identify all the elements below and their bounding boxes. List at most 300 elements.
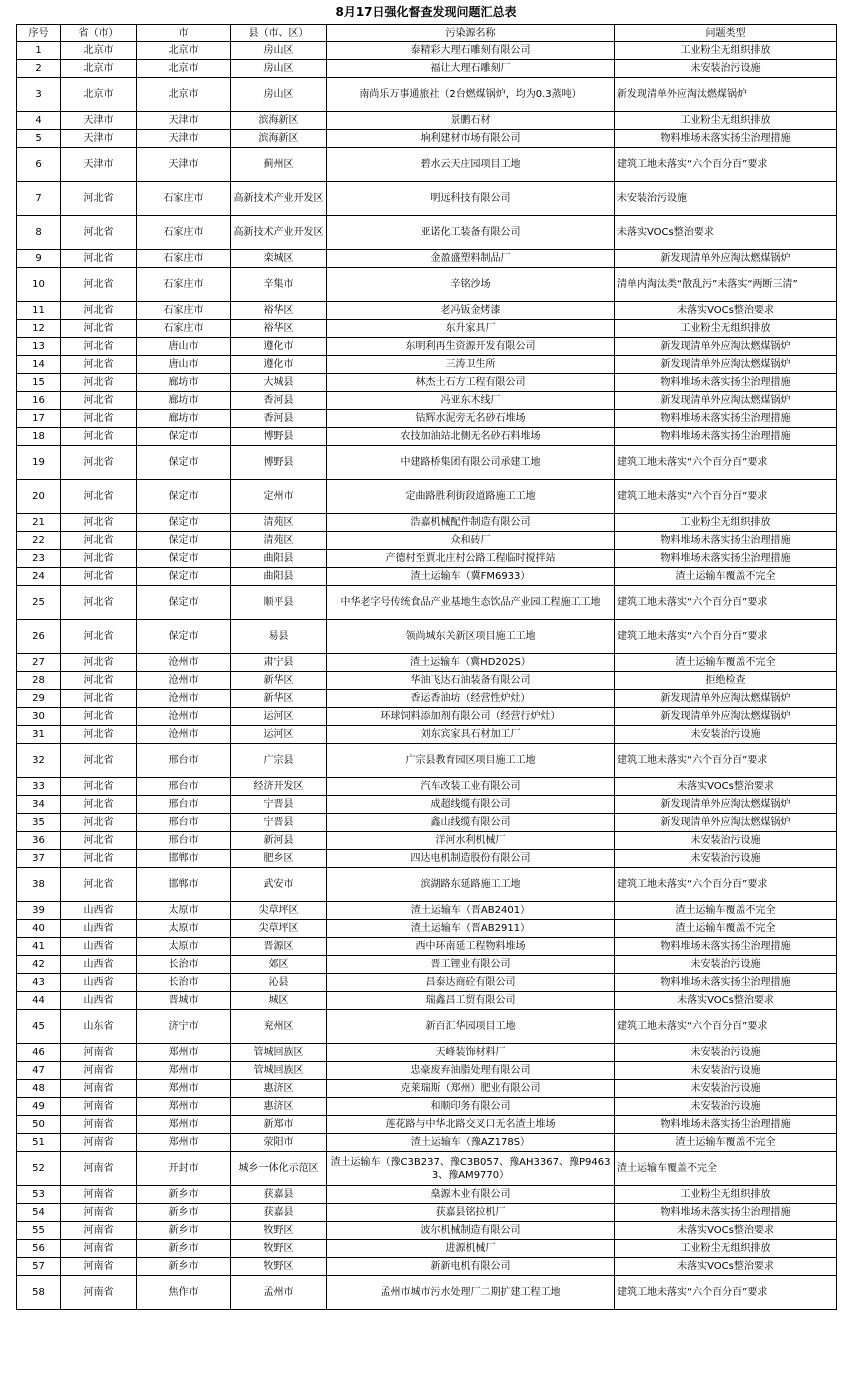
row-province: 天津市: [61, 148, 137, 182]
row-problem: 建筑工地未落实“六个百分百”要求: [615, 868, 837, 902]
header-city: 市: [137, 25, 231, 42]
row-source: 东明利再生资源开发有限公司: [327, 338, 615, 356]
row-problem: 物料堆场未落实扬尘治理措施: [615, 410, 837, 428]
row-source: 福让大理石雕刻厂: [327, 60, 615, 78]
row-source: 产德村至賈北庄村公路工程临时搅拌站: [327, 550, 615, 568]
row-county: 宁晋县: [231, 796, 327, 814]
row-problem: 建筑工地未落实“六个百分百”要求: [615, 480, 837, 514]
row-source: 泰精彩大理石雕刻有限公司: [327, 42, 615, 60]
row-source: 汽车改装工业有限公司: [327, 778, 615, 796]
row-province: 山西省: [61, 920, 137, 938]
table-row: [17, 1134, 837, 1152]
row-problem: 未安装治污设施: [615, 726, 837, 744]
row-problem: 新发现清单外应淘汰燃煤锅炉: [615, 78, 837, 112]
table-row: [17, 1204, 837, 1222]
row-problem: 工业粉尘无组织排放: [615, 320, 837, 338]
row-city: 保定市: [137, 532, 231, 550]
row-problem: 工业粉尘无组织排放: [615, 1186, 837, 1204]
table-row: [17, 320, 837, 338]
row-province: 山西省: [61, 974, 137, 992]
row-county: 滨海新区: [231, 130, 327, 148]
row-problem: 渣土运输车覆盖不完全: [615, 920, 837, 938]
row-source: 成超线缆有限公司: [327, 796, 615, 814]
row-problem: 新发现清单外应淘汰燃煤锅炉: [615, 392, 837, 410]
row-problem: 未安装治污设施: [615, 1098, 837, 1116]
row-county: 裕华区: [231, 320, 327, 338]
row-province: 河南省: [61, 1240, 137, 1258]
row-county: 尖草坪区: [231, 920, 327, 938]
row-index: 57: [17, 1258, 61, 1276]
row-index: 34: [17, 796, 61, 814]
row-province: 天津市: [61, 112, 137, 130]
row-county: 房山区: [231, 42, 327, 60]
table-row: [17, 42, 837, 60]
row-county: 曲阳县: [231, 550, 327, 568]
table-row: [17, 1152, 837, 1186]
row-index: 43: [17, 974, 61, 992]
row-index: 8: [17, 216, 61, 250]
row-province: 河北省: [61, 182, 137, 216]
row-problem: 新发现清单外应淘汰燃煤锅炉: [615, 690, 837, 708]
row-index: 19: [17, 446, 61, 480]
row-province: 河北省: [61, 744, 137, 778]
table-row: [17, 428, 837, 446]
row-city: 郑州市: [137, 1062, 231, 1080]
row-source: 燊源木业有限公司: [327, 1186, 615, 1204]
row-county: 新河县: [231, 832, 327, 850]
row-problem: 建筑工地未落实“六个百分百”要求: [615, 148, 837, 182]
row-county: 肃宁县: [231, 654, 327, 672]
row-city: 保定市: [137, 550, 231, 568]
row-province: 河南省: [61, 1204, 137, 1222]
row-city: 保定市: [137, 514, 231, 532]
header-row: [17, 25, 837, 42]
row-province: 河北省: [61, 814, 137, 832]
row-index: 38: [17, 868, 61, 902]
row-province: 河北省: [61, 268, 137, 302]
row-city: 廊坊市: [137, 392, 231, 410]
row-city: 开封市: [137, 1152, 231, 1186]
row-source: 亚诺化工装备有限公司: [327, 216, 615, 250]
table-row: [17, 938, 837, 956]
table-row: [17, 78, 837, 112]
row-province: 河南省: [61, 1186, 137, 1204]
table-row: [17, 148, 837, 182]
table-row: [17, 974, 837, 992]
row-city: 新乡市: [137, 1222, 231, 1240]
row-county: 晋源区: [231, 938, 327, 956]
row-county: 新华区: [231, 672, 327, 690]
row-province: 河北省: [61, 532, 137, 550]
table-row: [17, 532, 837, 550]
row-index: 42: [17, 956, 61, 974]
row-source: 渣土运输车（晋AB2401）: [327, 902, 615, 920]
row-problem: 物料堆场未落实扬尘治理措施: [615, 938, 837, 956]
row-problem: 新发现清单外应淘汰燃煤锅炉: [615, 250, 837, 268]
row-source: 和顺印务有限公司: [327, 1098, 615, 1116]
row-source: 中华老字号传统食品产业基地生态饮品产业园工程施工工地: [327, 586, 615, 620]
row-index: 47: [17, 1062, 61, 1080]
row-city: 石家庄市: [137, 182, 231, 216]
row-index: 28: [17, 672, 61, 690]
row-source: 定曲路胜利街段道路施工工地: [327, 480, 615, 514]
table-row: [17, 902, 837, 920]
table-row: [17, 1098, 837, 1116]
table-row: [17, 338, 837, 356]
row-county: 高新技术产业开发区: [231, 216, 327, 250]
row-city: 天津市: [137, 148, 231, 182]
row-province: 河北省: [61, 446, 137, 480]
row-county: 香河县: [231, 410, 327, 428]
row-county: 顺平县: [231, 586, 327, 620]
table-row: [17, 1116, 837, 1134]
row-problem: 物料堆场未落实扬尘治理措施: [615, 1204, 837, 1222]
row-index: 21: [17, 514, 61, 532]
table-row: [17, 130, 837, 148]
row-problem: 物料堆场未落实扬尘治理措施: [615, 428, 837, 446]
row-problem: 建筑工地未落实“六个百分百”要求: [615, 1276, 837, 1310]
row-city: 石家庄市: [137, 250, 231, 268]
row-problem: 物料堆场未落实扬尘治理措施: [615, 550, 837, 568]
row-county: 遵化市: [231, 356, 327, 374]
row-city: 石家庄市: [137, 320, 231, 338]
row-problem: 渣土运输车覆盖不完全: [615, 1134, 837, 1152]
row-city: 北京市: [137, 60, 231, 78]
row-city: 石家庄市: [137, 216, 231, 250]
row-source: 老冯钣金烤漆: [327, 302, 615, 320]
row-index: 20: [17, 480, 61, 514]
row-source: 东升家具厂: [327, 320, 615, 338]
row-county: 广宗县: [231, 744, 327, 778]
row-county: 栾城区: [231, 250, 327, 268]
row-index: 18: [17, 428, 61, 446]
row-index: 45: [17, 1010, 61, 1044]
row-index: 10: [17, 268, 61, 302]
row-problem: 新发现清单外应淘汰燃煤锅炉: [615, 338, 837, 356]
row-county: 惠济区: [231, 1098, 327, 1116]
table-row: [17, 832, 837, 850]
row-problem: 清单内淘汰类“散乱污”未落实“两断三清”: [615, 268, 837, 302]
row-source: 金盈盛塑料制品厂: [327, 250, 615, 268]
table-row: [17, 708, 837, 726]
row-source: 渣土运输车（豫C3B237、豫C3B057、豫AH3367、豫P94633、豫AM9770）: [327, 1152, 615, 1186]
row-city: 邢台市: [137, 778, 231, 796]
row-source: 滨湖路东延路施工工地: [327, 868, 615, 902]
row-province: 北京市: [61, 60, 137, 78]
row-county: 新华区: [231, 690, 327, 708]
row-province: 山西省: [61, 956, 137, 974]
header-province: 省（市）: [61, 25, 137, 42]
row-city: 太原市: [137, 902, 231, 920]
row-province: 河北省: [61, 216, 137, 250]
row-city: 焦作市: [137, 1276, 231, 1310]
row-index: 24: [17, 568, 61, 586]
row-city: 郑州市: [137, 1134, 231, 1152]
row-source: 莲花路与中华北路交叉口无名渣土堆场: [327, 1116, 615, 1134]
row-problem: 渣土运输车覆盖不完全: [615, 568, 837, 586]
row-index: 6: [17, 148, 61, 182]
row-index: 2: [17, 60, 61, 78]
table-row: [17, 850, 837, 868]
row-source: 进源机械厂: [327, 1240, 615, 1258]
row-source: 鑫山线缆有限公司: [327, 814, 615, 832]
row-index: 46: [17, 1044, 61, 1062]
row-city: 沧州市: [137, 726, 231, 744]
row-city: 保定市: [137, 586, 231, 620]
row-province: 河北省: [61, 868, 137, 902]
row-problem: 渣土运输车覆盖不完全: [615, 1152, 837, 1186]
row-problem: 建筑工地未落实“六个百分百”要求: [615, 586, 837, 620]
row-county: 香河县: [231, 392, 327, 410]
row-problem: 未安装治污设施: [615, 1080, 837, 1098]
row-index: 13: [17, 338, 61, 356]
row-problem: 物料堆场未落实扬尘治理措施: [615, 532, 837, 550]
row-index: 33: [17, 778, 61, 796]
row-county: 经济开发区: [231, 778, 327, 796]
table-row: [17, 1222, 837, 1240]
table-row: [17, 690, 837, 708]
row-province: 河北省: [61, 586, 137, 620]
row-city: 保定市: [137, 446, 231, 480]
row-problem: 工业粉尘无组织排放: [615, 112, 837, 130]
row-city: 长治市: [137, 956, 231, 974]
row-source: 刘东宾家具石材加工厂: [327, 726, 615, 744]
row-county: 荥阳市: [231, 1134, 327, 1152]
row-index: 29: [17, 690, 61, 708]
row-county: 运河区: [231, 708, 327, 726]
row-city: 晋城市: [137, 992, 231, 1010]
row-county: 辛集市: [231, 268, 327, 302]
row-source: 景鹏石材: [327, 112, 615, 130]
row-city: 天津市: [137, 112, 231, 130]
row-source: 冯亚东木线厂: [327, 392, 615, 410]
row-source: 忠豪废弃油脂处理有限公司: [327, 1062, 615, 1080]
row-index: 25: [17, 586, 61, 620]
row-city: 沧州市: [137, 690, 231, 708]
row-county: 兖州区: [231, 1010, 327, 1044]
row-source: 获嘉县铭拉机厂: [327, 1204, 615, 1222]
row-county: 定州市: [231, 480, 327, 514]
row-province: 河南省: [61, 1134, 137, 1152]
row-province: 河北省: [61, 832, 137, 850]
table-row: [17, 1010, 837, 1044]
row-province: 河南省: [61, 1062, 137, 1080]
row-index: 41: [17, 938, 61, 956]
table-row: [17, 778, 837, 796]
row-province: 河南省: [61, 1080, 137, 1098]
row-index: 50: [17, 1116, 61, 1134]
row-county: 博野县: [231, 446, 327, 480]
row-city: 郑州市: [137, 1080, 231, 1098]
row-province: 山东省: [61, 1010, 137, 1044]
row-city: 保定市: [137, 428, 231, 446]
row-source: 华油飞达石油装备有限公司: [327, 672, 615, 690]
row-index: 35: [17, 814, 61, 832]
row-province: 河北省: [61, 796, 137, 814]
row-county: 清苑区: [231, 514, 327, 532]
table-row: [17, 356, 837, 374]
row-source: 西中环南延工程物料堆场: [327, 938, 615, 956]
row-county: 牧野区: [231, 1222, 327, 1240]
row-source: 中建路桥集团有限公司承建工地: [327, 446, 615, 480]
row-source: 南尚乐万事通旅社（2台燃煤锅炉，均为0.3蒸吨）: [327, 78, 615, 112]
row-county: 房山区: [231, 78, 327, 112]
row-source: 天峰装饰材料厂: [327, 1044, 615, 1062]
table-row: [17, 956, 837, 974]
row-province: 北京市: [61, 42, 137, 60]
row-index: 15: [17, 374, 61, 392]
row-city: 郑州市: [137, 1116, 231, 1134]
row-city: 邢台市: [137, 814, 231, 832]
row-city: 廊坊市: [137, 374, 231, 392]
row-province: 河南省: [61, 1044, 137, 1062]
row-county: 惠济区: [231, 1080, 327, 1098]
row-source: 新百汇华园项目工地: [327, 1010, 615, 1044]
row-city: 济宁市: [137, 1010, 231, 1044]
row-province: 河北省: [61, 356, 137, 374]
row-index: 40: [17, 920, 61, 938]
row-problem: 未落实VOCs整治要求: [615, 992, 837, 1010]
row-province: 河北省: [61, 514, 137, 532]
row-province: 河南省: [61, 1152, 137, 1186]
row-index: 49: [17, 1098, 61, 1116]
row-county: 孟州市: [231, 1276, 327, 1310]
row-county: 管城回族区: [231, 1062, 327, 1080]
row-province: 河南省: [61, 1276, 137, 1310]
row-source: 明远科技有限公司: [327, 182, 615, 216]
row-problem: 新发现清单外应淘汰燃煤锅炉: [615, 356, 837, 374]
row-province: 河北省: [61, 250, 137, 268]
row-problem: 建筑工地未落实“六个百分百”要求: [615, 446, 837, 480]
page-title: 8月17日强化督查发现问题汇总表: [335, 5, 517, 19]
row-province: 河北省: [61, 568, 137, 586]
row-index: 58: [17, 1276, 61, 1310]
table-row: [17, 410, 837, 428]
row-index: 30: [17, 708, 61, 726]
table-row: [17, 268, 837, 302]
row-city: 新乡市: [137, 1204, 231, 1222]
row-problem: 未安装治污设施: [615, 850, 837, 868]
row-index: 48: [17, 1080, 61, 1098]
row-source: 渣土运输车（豫AZ178S）: [327, 1134, 615, 1152]
table-row: [17, 60, 837, 78]
table-row: [17, 250, 837, 268]
row-city: 石家庄市: [137, 302, 231, 320]
row-index: 36: [17, 832, 61, 850]
header-source: 污染源名称: [327, 25, 615, 42]
row-problem: 建筑工地未落实“六个百分百”要求: [615, 1010, 837, 1044]
row-source: 垧利建材市场有限公司: [327, 130, 615, 148]
row-source: 林杰土石方工程有限公司: [327, 374, 615, 392]
row-index: 44: [17, 992, 61, 1010]
row-county: 曲阳县: [231, 568, 327, 586]
table-row: [17, 992, 837, 1010]
row-city: 太原市: [137, 920, 231, 938]
row-county: 滨海新区: [231, 112, 327, 130]
summary-table: [16, 24, 837, 1310]
row-city: 新乡市: [137, 1258, 231, 1276]
row-problem: 未安装治污设施: [615, 956, 837, 974]
row-index: 53: [17, 1186, 61, 1204]
row-source: 浩嘉机械配件制造有限公司: [327, 514, 615, 532]
header-problem: 问题类型: [615, 25, 837, 42]
row-source: 辛铭沙场: [327, 268, 615, 302]
row-county: 房山区: [231, 60, 327, 78]
row-source: 四达电机制造股份有限公司: [327, 850, 615, 868]
row-problem: 未落实VOCs整治要求: [615, 1222, 837, 1240]
row-city: 保定市: [137, 480, 231, 514]
row-city: 郑州市: [137, 1098, 231, 1116]
row-problem: 未安装治污设施: [615, 832, 837, 850]
row-province: 山西省: [61, 902, 137, 920]
row-index: 56: [17, 1240, 61, 1258]
row-county: 肥乡区: [231, 850, 327, 868]
row-county: 牧野区: [231, 1258, 327, 1276]
row-source: 晋工锂业有限公司: [327, 956, 615, 974]
row-index: 37: [17, 850, 61, 868]
row-province: 河南省: [61, 1098, 137, 1116]
table-row: [17, 672, 837, 690]
row-city: 沧州市: [137, 654, 231, 672]
row-index: 31: [17, 726, 61, 744]
row-county: 运河区: [231, 726, 327, 744]
row-index: 17: [17, 410, 61, 428]
row-county: 遵化市: [231, 338, 327, 356]
row-county: 博野县: [231, 428, 327, 446]
row-problem: 拒绝检查: [615, 672, 837, 690]
row-province: 河北省: [61, 778, 137, 796]
table-row: [17, 654, 837, 672]
row-source: 环球饲料添加剂有限公司（经营行炉灶）: [327, 708, 615, 726]
row-problem: 渣土运输车覆盖不完全: [615, 902, 837, 920]
row-source: 新新电机有限公司: [327, 1258, 615, 1276]
row-problem: 物料堆场未落实扬尘治理措施: [615, 974, 837, 992]
row-source: 钻辉水泥旁无名砂石堆场: [327, 410, 615, 428]
row-source: 洋河水利机械厂: [327, 832, 615, 850]
table-row: [17, 1240, 837, 1258]
row-county: 易县: [231, 620, 327, 654]
header-index: 序号: [17, 25, 61, 42]
table-row: [17, 726, 837, 744]
row-source: 碧水云天庄园项目工地: [327, 148, 615, 182]
row-county: 城乡一体化示范区: [231, 1152, 327, 1186]
row-problem: 新发现清单外应淘汰燃煤锅炉: [615, 708, 837, 726]
table-row: [17, 112, 837, 130]
row-province: 河北省: [61, 428, 137, 446]
table-row: [17, 920, 837, 938]
row-source: 香运香油坊（经营性炉灶）: [327, 690, 615, 708]
row-problem: 工业粉尘无组织排放: [615, 514, 837, 532]
row-source: 渣土运输车（冀HD202S）: [327, 654, 615, 672]
row-index: 1: [17, 42, 61, 60]
row-province: 河北省: [61, 672, 137, 690]
row-county: 大城县: [231, 374, 327, 392]
row-county: 获嘉县: [231, 1204, 327, 1222]
row-index: 32: [17, 744, 61, 778]
row-problem: 建筑工地未落实“六个百分百”要求: [615, 744, 837, 778]
row-source: 孟州市城市污水处理厂二期扩建工程工地: [327, 1276, 615, 1310]
row-province: 河北省: [61, 726, 137, 744]
row-problem: 未安装治污设施: [615, 1062, 837, 1080]
row-province: 河南省: [61, 1222, 137, 1240]
row-city: 廊坊市: [137, 410, 231, 428]
row-index: 27: [17, 654, 61, 672]
row-province: 河北省: [61, 850, 137, 868]
row-city: 郑州市: [137, 1044, 231, 1062]
table-row: [17, 514, 837, 532]
row-city: 新乡市: [137, 1240, 231, 1258]
row-province: 河北省: [61, 410, 137, 428]
